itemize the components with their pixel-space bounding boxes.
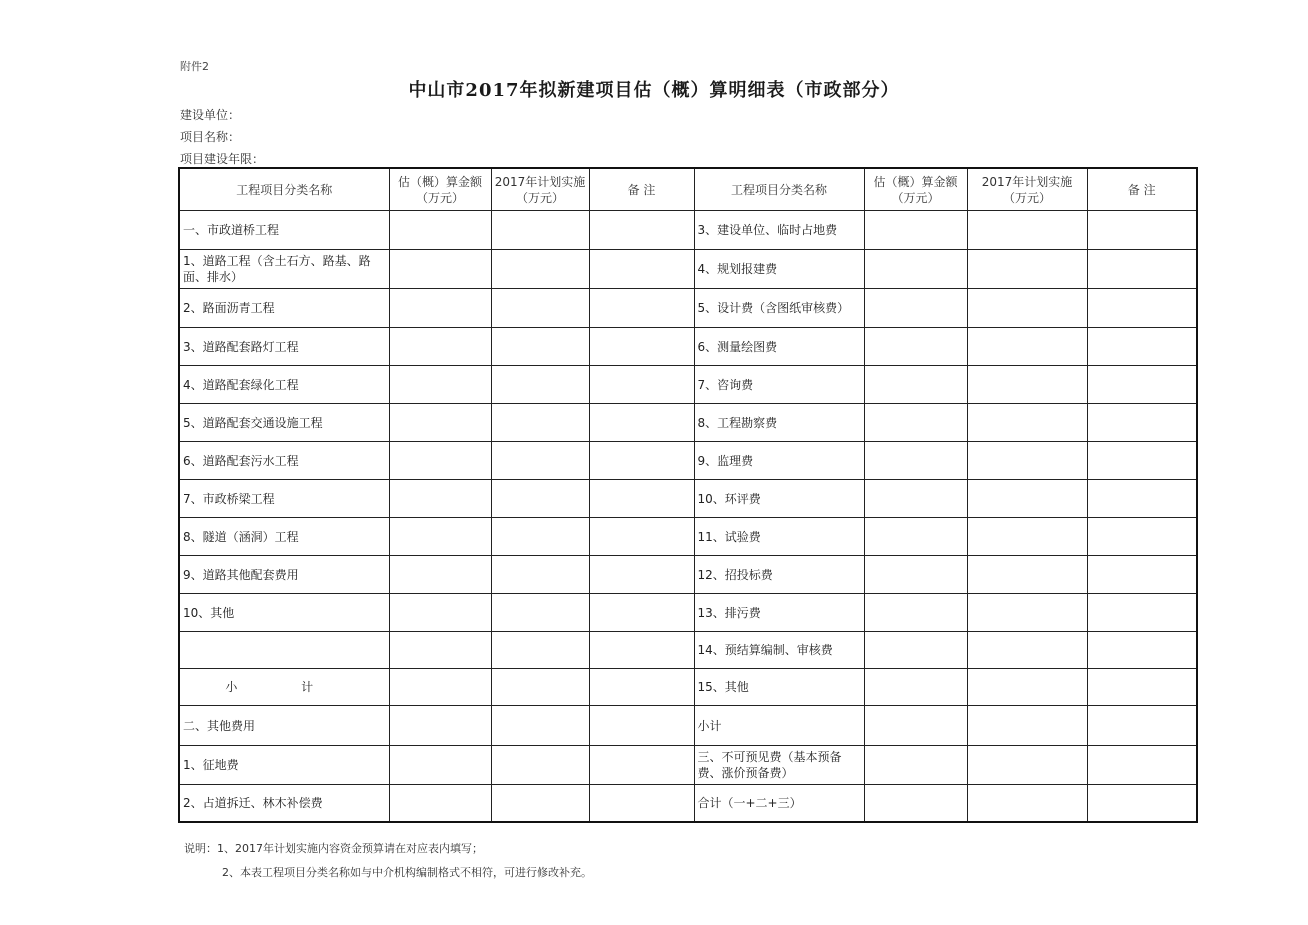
meta-construction-years: 项目建设年限： bbox=[180, 152, 265, 166]
category-cell: 7、市政桥梁工程 bbox=[179, 480, 389, 518]
category-cell: 二、其他费用 bbox=[179, 706, 389, 746]
plan-input-cell[interactable] bbox=[491, 669, 589, 706]
category-cell-right: 合计（一+二+三） bbox=[694, 785, 864, 823]
table-row bbox=[179, 594, 1197, 632]
category-cell-right: 5、设计费（含图纸审核费） bbox=[694, 289, 864, 328]
plan-input-cell-right[interactable] bbox=[967, 250, 1087, 289]
estimate-input-cell[interactable] bbox=[389, 250, 491, 289]
estimate-input-cell[interactable] bbox=[389, 706, 491, 746]
remark-input-cell-right[interactable] bbox=[1087, 669, 1197, 706]
table-row bbox=[179, 366, 1197, 404]
category-cell-right: 7、咨询费 bbox=[694, 366, 864, 404]
estimate-input-cell-right[interactable] bbox=[864, 706, 967, 746]
estimate-input-cell-right[interactable] bbox=[864, 366, 967, 404]
plan-input-cell-right[interactable] bbox=[967, 366, 1087, 404]
meta-project-name: 项目名称： bbox=[180, 130, 241, 144]
estimate-table bbox=[178, 167, 1198, 823]
note-line-2: 2、本表工程项目分类名称如与中介机构编制格式不相符，可进行修改补充。 bbox=[222, 866, 592, 879]
table-row bbox=[179, 746, 1197, 785]
plan-input-cell-right[interactable] bbox=[967, 669, 1087, 706]
remark-input-cell-right[interactable] bbox=[1087, 556, 1197, 594]
table-row bbox=[179, 706, 1197, 746]
remark-input-cell-right[interactable] bbox=[1087, 785, 1197, 823]
category-cell-right: 13、排污费 bbox=[694, 594, 864, 632]
remark-input-cell[interactable] bbox=[589, 328, 694, 366]
plan-input-cell[interactable] bbox=[491, 250, 589, 289]
table-row bbox=[179, 211, 1197, 250]
plan-input-cell-right[interactable] bbox=[967, 480, 1087, 518]
header-estimate-right: 估（概）算金额（万元） bbox=[864, 168, 967, 211]
category-cell-right: 3、建设单位、临时占地费 bbox=[694, 211, 864, 250]
category-cell-right: 10、环评费 bbox=[694, 480, 864, 518]
estimate-input-cell[interactable] bbox=[389, 442, 491, 480]
estimate-input-cell[interactable] bbox=[389, 785, 491, 823]
plan-input-cell[interactable] bbox=[491, 518, 589, 556]
category-cell: 2、路面沥青工程 bbox=[179, 289, 389, 328]
plan-input-cell-right[interactable] bbox=[967, 518, 1087, 556]
header-plan-right: 2017年计划实施（万元） bbox=[967, 168, 1087, 211]
remark-input-cell[interactable] bbox=[589, 211, 694, 250]
plan-input-cell-right[interactable] bbox=[967, 706, 1087, 746]
estimate-input-cell-right[interactable] bbox=[864, 594, 967, 632]
table-header-row bbox=[179, 168, 1197, 211]
estimate-input-cell-right[interactable] bbox=[864, 632, 967, 669]
remark-input-cell-right[interactable] bbox=[1087, 289, 1197, 328]
estimate-input-cell-right[interactable] bbox=[864, 785, 967, 823]
remark-input-cell-right[interactable] bbox=[1087, 746, 1197, 785]
table-row bbox=[179, 669, 1197, 706]
category-cell-right: 12、招投标费 bbox=[694, 556, 864, 594]
remark-input-cell-right[interactable] bbox=[1087, 706, 1197, 746]
remark-input-cell[interactable] bbox=[589, 366, 694, 404]
estimate-input-cell[interactable] bbox=[389, 632, 491, 669]
remark-input-cell-right[interactable] bbox=[1087, 366, 1197, 404]
remark-input-cell-right[interactable] bbox=[1087, 404, 1197, 442]
plan-input-cell-right[interactable] bbox=[967, 785, 1087, 823]
remark-input-cell[interactable] bbox=[589, 289, 694, 328]
category-cell bbox=[179, 632, 389, 669]
note-line-1: 说明：1、2017年计划实施内容资金预算请在对应表内填写； bbox=[184, 842, 483, 855]
meta-construction-unit: 建设单位： bbox=[180, 108, 241, 122]
estimate-input-cell-right[interactable] bbox=[864, 250, 967, 289]
remark-input-cell-right[interactable] bbox=[1087, 632, 1197, 669]
estimate-input-cell-right[interactable] bbox=[864, 289, 967, 328]
remark-input-cell-right[interactable] bbox=[1087, 594, 1197, 632]
plan-input-cell[interactable] bbox=[491, 556, 589, 594]
estimate-input-cell-right[interactable] bbox=[864, 669, 967, 706]
plan-input-cell[interactable] bbox=[491, 211, 589, 250]
plan-input-cell-right[interactable] bbox=[967, 746, 1087, 785]
category-cell: 6、道路配套污水工程 bbox=[179, 442, 389, 480]
plan-input-cell-right[interactable] bbox=[967, 594, 1087, 632]
estimate-input-cell-right[interactable] bbox=[864, 328, 967, 366]
plan-input-cell[interactable] bbox=[491, 632, 589, 669]
plan-input-cell[interactable] bbox=[491, 328, 589, 366]
remark-input-cell[interactable] bbox=[589, 556, 694, 594]
estimate-input-cell-right[interactable] bbox=[864, 556, 967, 594]
remark-input-cell[interactable] bbox=[589, 250, 694, 289]
header-category: 工程项目分类名称 bbox=[179, 168, 389, 211]
table-row bbox=[179, 556, 1197, 594]
category-cell: 2、占道拆迁、林木补偿费 bbox=[179, 785, 389, 823]
remark-input-cell-right[interactable] bbox=[1087, 211, 1197, 250]
remark-input-cell-right[interactable] bbox=[1087, 518, 1197, 556]
table-row bbox=[179, 785, 1197, 823]
plan-input-cell-right[interactable] bbox=[967, 442, 1087, 480]
plan-input-cell[interactable] bbox=[491, 706, 589, 746]
plan-input-cell-right[interactable] bbox=[967, 289, 1087, 328]
remark-input-cell-right[interactable] bbox=[1087, 442, 1197, 480]
estimate-input-cell[interactable] bbox=[389, 211, 491, 250]
table-row bbox=[179, 518, 1197, 556]
estimate-input-cell[interactable] bbox=[389, 404, 491, 442]
table-row bbox=[179, 404, 1197, 442]
remark-input-cell[interactable] bbox=[589, 442, 694, 480]
estimate-input-cell[interactable] bbox=[389, 746, 491, 785]
estimate-input-cell[interactable] bbox=[389, 328, 491, 366]
category-cell-right: 15、其他 bbox=[694, 669, 864, 706]
plan-input-cell[interactable] bbox=[491, 785, 589, 823]
estimate-input-cell[interactable] bbox=[389, 289, 491, 328]
header-remark: 备 注 bbox=[589, 168, 694, 211]
category-cell-right: 8、工程勘察费 bbox=[694, 404, 864, 442]
header-plan: 2017年计划实施（万元） bbox=[491, 168, 589, 211]
estimate-input-cell[interactable] bbox=[389, 594, 491, 632]
estimate-input-cell-right[interactable] bbox=[864, 518, 967, 556]
attachment-label: 附件2 bbox=[180, 60, 209, 73]
category-cell: 9、道路其他配套费用 bbox=[179, 556, 389, 594]
remark-input-cell[interactable] bbox=[589, 669, 694, 706]
plan-input-cell[interactable] bbox=[491, 442, 589, 480]
plan-input-cell-right[interactable] bbox=[967, 404, 1087, 442]
table-row bbox=[179, 480, 1197, 518]
header-remark-right: 备 注 bbox=[1087, 168, 1197, 211]
plan-input-cell-right[interactable] bbox=[967, 556, 1087, 594]
plan-input-cell-right[interactable] bbox=[967, 211, 1087, 250]
category-cell-right: 6、测量绘图费 bbox=[694, 328, 864, 366]
remark-input-cell[interactable] bbox=[589, 594, 694, 632]
estimate-input-cell-right[interactable] bbox=[864, 746, 967, 785]
category-cell: 1、道路工程（含土石方、路基、路面、排水） bbox=[179, 250, 389, 289]
category-cell: 1、征地费 bbox=[179, 746, 389, 785]
remark-input-cell[interactable] bbox=[589, 706, 694, 746]
category-cell: 3、道路配套路灯工程 bbox=[179, 328, 389, 366]
page-title: 中山市2017年拟新建项目估（概）算明细表（市政部分） bbox=[408, 80, 900, 101]
remark-input-cell[interactable] bbox=[589, 404, 694, 442]
category-cell: 小 计 bbox=[179, 669, 389, 706]
remark-input-cell[interactable] bbox=[589, 785, 694, 823]
plan-input-cell[interactable] bbox=[491, 480, 589, 518]
table-row bbox=[179, 250, 1197, 289]
estimate-input-cell-right[interactable] bbox=[864, 442, 967, 480]
estimate-input-cell-right[interactable] bbox=[864, 480, 967, 518]
estimate-input-cell[interactable] bbox=[389, 669, 491, 706]
category-cell-right: 小计 bbox=[694, 706, 864, 746]
category-cell: 4、道路配套绿化工程 bbox=[179, 366, 389, 404]
plan-input-cell-right[interactable] bbox=[967, 328, 1087, 366]
remark-input-cell[interactable] bbox=[589, 746, 694, 785]
table-row bbox=[179, 328, 1197, 366]
plan-input-cell[interactable] bbox=[491, 404, 589, 442]
category-cell-right: 三、不可预见费（基本预备费、涨价预备费） bbox=[694, 746, 864, 785]
table-row bbox=[179, 289, 1197, 328]
estimate-input-cell[interactable] bbox=[389, 518, 491, 556]
table-row bbox=[179, 442, 1197, 480]
plan-input-cell[interactable] bbox=[491, 289, 589, 328]
plan-input-cell[interactable] bbox=[491, 746, 589, 785]
estimate-input-cell-right[interactable] bbox=[864, 211, 967, 250]
remark-input-cell-right[interactable] bbox=[1087, 480, 1197, 518]
category-cell-right: 4、规划报建费 bbox=[694, 250, 864, 289]
plan-input-cell[interactable] bbox=[491, 594, 589, 632]
category-cell: 8、隧道（涵洞）工程 bbox=[179, 518, 389, 556]
category-cell: 10、其他 bbox=[179, 594, 389, 632]
remark-input-cell[interactable] bbox=[589, 632, 694, 669]
header-category-right: 工程项目分类名称 bbox=[694, 168, 864, 211]
remark-input-cell-right[interactable] bbox=[1087, 250, 1197, 289]
estimate-input-cell[interactable] bbox=[389, 480, 491, 518]
category-cell: 5、道路配套交通设施工程 bbox=[179, 404, 389, 442]
category-cell: 一、市政道桥工程 bbox=[179, 211, 389, 250]
category-cell-right: 14、预结算编制、审核费 bbox=[694, 632, 864, 669]
category-cell-right: 11、试验费 bbox=[694, 518, 864, 556]
estimate-input-cell-right[interactable] bbox=[864, 404, 967, 442]
estimate-input-cell[interactable] bbox=[389, 556, 491, 594]
table-row bbox=[179, 632, 1197, 669]
remark-input-cell-right[interactable] bbox=[1087, 328, 1197, 366]
plan-input-cell-right[interactable] bbox=[967, 632, 1087, 669]
header-estimate: 估（概）算金额（万元） bbox=[389, 168, 491, 211]
plan-input-cell[interactable] bbox=[491, 366, 589, 404]
category-cell-right: 9、监理费 bbox=[694, 442, 864, 480]
remark-input-cell[interactable] bbox=[589, 518, 694, 556]
remark-input-cell[interactable] bbox=[589, 480, 694, 518]
estimate-input-cell[interactable] bbox=[389, 366, 491, 404]
